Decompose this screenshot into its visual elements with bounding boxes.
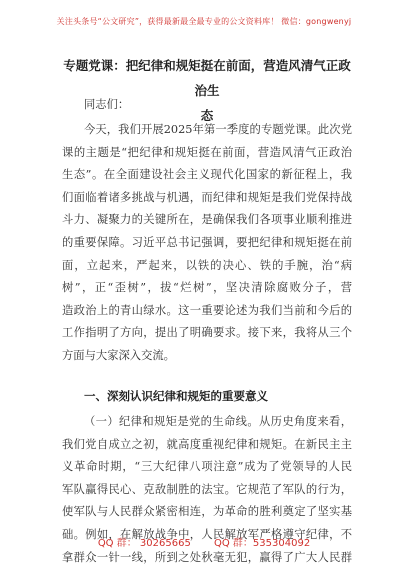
paragraph-line: 今天，我们开展2025年第一季度的专题党课。此次党 <box>84 123 352 136</box>
title-line-1: 专题党课：把纪律和规矩挺在前面，营造风清气正政治生 <box>63 58 351 98</box>
footer-qq-group-2: QQ 群：535304092 <box>214 538 311 549</box>
paragraph-line: 课的主题是“把纪律和规矩挺在前面，营造风清气正政治 <box>62 145 352 159</box>
paragraph-line: 斗力、凝聚力的关键所在，是确保我们各项事业顺利推进 <box>62 213 352 227</box>
paragraph-1 <box>62 119 352 368</box>
header-banner: 关注头条号“公文研究”，获得最新最全最专业的公文资料库！ 微信：gongwenyj <box>56 17 352 26</box>
salutation: 同志们： <box>84 98 130 111</box>
title-line-2: 态 <box>200 108 214 123</box>
paragraph-line: 拿群众一针一线，所到之处秋毫无犯，赢得了广大人民群 <box>62 550 352 564</box>
footer-qq-groups <box>0 534 408 549</box>
document-title <box>62 53 352 128</box>
paragraph-line: 我们党自成立之初，就高度重视纪律和规矩。在新民主主 <box>62 437 352 451</box>
paragraph-line: 方面与大家深入交流。 <box>62 348 175 362</box>
section-heading-1: 一、深刻认识纪律和规矩的重要意义 <box>84 389 268 403</box>
paragraph-line: 造政治上的青山绿水。这一重要论述为我们当前和今后的 <box>62 303 352 317</box>
paragraph-line: 生态”。在全面建设社会主义现代化国家的新征程上，我 <box>62 168 352 182</box>
paragraph-line: 础。例如，在解放战争中，人民解放军严格遵守纪律，不 <box>62 527 352 541</box>
paragraph-line: 义革命时期，“三大纪律八项注意”成为了党领导的人民 <box>62 460 352 474</box>
paragraph-line: 军队赢得民心、克敌制胜的法宝。它规范了军队的行为， <box>62 482 352 496</box>
footer-qq-group-1: QQ 群： 30265665 <box>97 538 191 549</box>
paragraph-line: （一）纪律和规矩是党的生命线。从历史角度来看， <box>84 415 352 428</box>
paragraph-line: 工作指明了方向，提出了明确要求。接下来，我将从三个 <box>62 326 352 340</box>
paragraph-line: 使军队与人民群众紧密相连，为革命的胜利奠定了坚实基 <box>62 505 352 519</box>
paragraph-line: 的重要保障。习近平总书记强调，要把纪律和规矩挺在前 <box>62 235 352 249</box>
paragraph-line: 面，立起来，严起来，以铁的决心、铁的手腕，治“病 <box>62 258 352 272</box>
paragraph-line: 树”，正“歪树”，拔“烂树”，坚决清除腐败分子，营 <box>62 281 352 295</box>
paragraph-line: 们面临着诸多挑战与机遇，而纪律和规矩是我们党保持战 <box>62 190 352 204</box>
